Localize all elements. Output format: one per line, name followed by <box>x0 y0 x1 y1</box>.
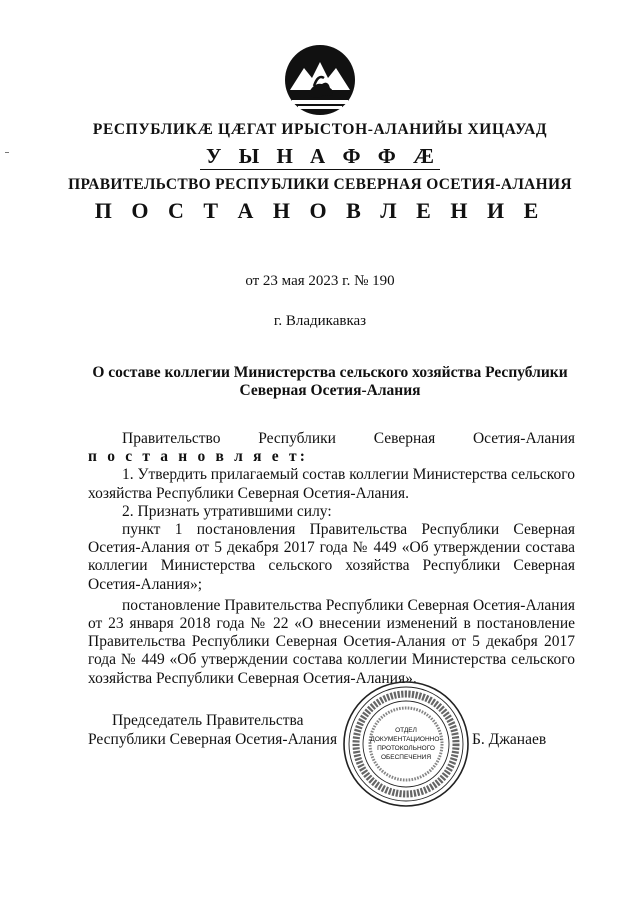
paragraph-item-1: 1. Утвердить прилагаемый состав коллегии Министерства сельского хозяйства Республики Северная Осетия-Алания. <box>88 466 575 502</box>
paragraph-item-2a: пункт 1 постановления Правительства Республики Северная Осетия-Алания от 5 декабря 2017 года № 449 «Об утверждении состава коллегии Министерства сельского хозяйства Республики Северная Осетия-Алания»; <box>88 521 575 593</box>
scan-artifact-mark <box>5 152 9 153</box>
signature-position-line2: Республики Северная Осетия-Алания <box>88 731 338 748</box>
document-body <box>88 430 575 688</box>
official-stamp-seal <box>342 680 470 808</box>
document-title-line1: О составе коллегии Министерства сельского хозяйства Республики <box>92 364 568 381</box>
header-russian: ПРАВИТЕЛЬСТВО РЕСПУБЛИКИ СЕВЕРНАЯ ОСЕТИЯ-АЛАНИЯ <box>68 176 572 193</box>
opening-word: Правительство <box>122 430 221 447</box>
decree-word: п о с т а н о в л я е т: <box>88 448 309 466</box>
document-title <box>80 364 580 400</box>
date-number-line: от 23 мая 2023 г. № 190 <box>245 273 395 289</box>
opening-line <box>88 430 575 448</box>
paragraph-item-2b: постановление Правительства Республики Северная Осетия-Алания от 23 января 2018 года № 22 «О внесении изменений в постановление Правительства Республики Северная Осетия-Алания от 5 декабря 2017 года № 449 «Об утверждении состава коллегии Министерства сельского хозяйства Республики Северная Осетия-Алания». <box>88 596 575 687</box>
paragraph-item-2: 2. Признать утратившими силу: <box>122 502 332 520</box>
header-ossetian: РЕСПУБЛИКӔ ЦӔГАТ ИРЫСТОН-АЛАНИЙЫ ХИЦАУАД <box>92 121 548 138</box>
stamp-text-line3: ПРОТОКОЛЬНОГО <box>377 745 435 752</box>
opening-word: Осетия-Алания <box>472 430 575 447</box>
stamp-text-line4: ОБЕСПЕЧЕНИЯ <box>380 754 432 761</box>
opening-word: Северная <box>373 430 436 447</box>
document-type-russian: П О С Т А Н О В Л Е Н И Е <box>94 198 546 223</box>
opening-word: Республики <box>258 430 336 447</box>
stamp-text-line2: ДОКУМЕНТАЦИОННО- <box>370 736 442 743</box>
document-type-ossetian: У Ы Н А Ф Ф Ӕ <box>0 144 640 169</box>
signature-position-line1: Председатель Правительства <box>112 712 304 729</box>
city-line: г. Владикавказ <box>273 313 367 329</box>
document-title-line2: Северная Осетия-Алания <box>239 382 421 399</box>
signatory-name: Б. Джанаев <box>472 731 547 748</box>
stamp-text-line1: ОТДЕЛ <box>395 727 417 734</box>
coat-of-arms-emblem <box>284 44 356 116</box>
